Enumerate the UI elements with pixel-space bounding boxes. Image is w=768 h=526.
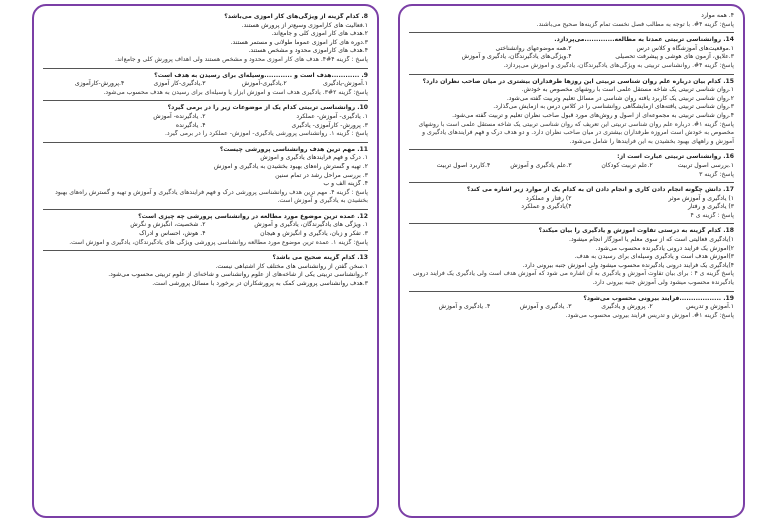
question-line: ۲.روان شناسی تربیتی یک کاربرد یافته روان شناسی در مسائل تعلیم وتربیت گفته می‌شود. [506,94,734,102]
divider [43,250,368,251]
question-8 [43,13,368,65]
options-grid [409,195,734,212]
answer-line: پاسخ: گزینه ۱#. درباره علم روان شناسی تربیتی این تعریف که روان شناسی تربیتی یک شاخه مستقل علمی است با روشهای مخصوص به خودش است امروزه طرفداران بیشتری در میان صاحب نظران دارد. و دو هدف درک و فهم فرایندهای یادگیری و آموزش و راههای بهبود بخشیدن به این فرایندها را شامل می‌شود. [418,120,734,145]
option: ۲. شخصیت، انگیزش و نگرش [130,221,206,229]
options-row [409,303,734,312]
question-title: 8. کدام گزینه از ویژگی‌های کار آموزی می‌باشد؟ [224,13,368,20]
question-title: 19. ..................فرایند بیرونی محسوب می‌شود؟ [583,294,734,302]
answer-line: پاسخ: گزینه ۴#. روانشناسی تربیتی به ویژگی‌های یادگیرندگان، یادگیری و آموزش می‌پردازد. [503,61,734,69]
option: ۳. یادگیری و آموزش [519,303,572,311]
option: ۳.علم یادگیری و آموزش [510,161,572,169]
divider [409,182,734,183]
answer-line: پاسخ: گزینه ۲#۳. یادگیری هدف است و آموزش ابزار یا وسیله‌ای برای رسیدن به هدف محسوب می‌شود. [103,88,368,96]
question-title: 14. روانشناسی تربیتی عمدتاً به مطالعه.............می‌پردازد. [554,36,734,44]
question-title: 12. عمده ترین موضوع مورد مطالعه در روانشناسی پرورشی چه چیزی است؟ [138,212,368,220]
answer-line: پاسخ : گزینه ی ۴ [690,211,734,219]
question-14 [409,36,734,70]
answer-line: پاسخ : گزینه ۴#۴. هدف های کار آموزی محدود و مشخص هستند ولی اهداف پرورش کلی و جامع‌اند. [115,55,368,63]
question-16 [409,153,734,179]
divider [43,142,368,143]
option: ۲.یادگیری-آموزش [241,80,287,88]
question-title: 10. روانشناسی تربیتی کدام یک از موضوعات زیر را در برمی گیرد؟ [167,104,368,112]
question-title: 16. روانشناسی تربیتی عبارت است از: [617,153,734,161]
question-13-continued [409,12,734,29]
divider [43,68,368,69]
question-line: ۲. تهیه و گسترش راه‌های بهبود بخشیدن به یادگیری و آموزش [213,162,368,170]
option: ۳.یادگیری-کار آموزی [153,80,206,88]
question-9 [43,72,368,98]
answer-line: پاسخ : گزینه ۴. مهم ترین هدف روانشناسی پرورشی درک و فهم فرایندهای یادگیری و آموزش و تهیه و گسترش راه‌های بهبود بخشیدن به یادگیری و آموزش است. [55,188,368,205]
question-line: ۴. گزینه الف و ب [323,180,368,188]
question-line: ۳.روان شناسی تربیتی یافته‌های آزمایشگاهی روانشناسی را در کلاس درس به آزمایش می‌گذارد. [493,103,734,111]
answer-line: پاسخ: گزینه ۱. عمده ترین موضوع مورد مطالعه روانشناسی پرورشی ویژگی های یادگیرندگان، یادگیری و آموزش است. [69,238,368,246]
answer-line: پاسخ: گزینه ۳ [699,170,734,178]
question-line: ۳)آموزش هدف است و یادگیری وسیله‌ای برای رسیدن به هدف. [574,253,734,261]
question-10 [43,104,368,138]
question-12 [43,213,368,247]
option: ۲. یادگیرنده- آموزش [153,112,206,120]
option: ۴. هوش، احساس و ادراک [139,230,206,238]
answer-line: پاسخ: گزینه ۴#. با توجه به مطالب فصل نخست تمام گزینه‌ها صحیح می‌باشند. [536,20,734,28]
divider [409,74,734,75]
question-title: 15. کدام بیان درباره علم روان شناسی تربیتی این روزها طرفداران بیشتری در میان صاحب نظران دارد؟ [422,77,734,85]
question-line: ۴)یادگیری یک فرایند درونی یادگیرنده محسوب میشود ولی آموزش جنبه بیرونی دارد. [522,261,734,269]
question-title: 11. مهم ترین هدف روانشناسی پرورشی چیست؟ [219,145,368,153]
option: ۱) یادگیری و آموزش موثر [668,194,734,202]
divider [409,149,734,150]
option: ۱.آموزش و تدریس [686,303,734,311]
options-row [409,162,734,171]
question-line: ۴. همه موارد [701,12,734,19]
divider [43,100,368,101]
options-grid [409,45,734,62]
option: ۱. ویژگی های یادگیرندگان، یادگیری و آموزش [254,221,368,229]
option: ۱.آموزش-یادگیری [322,80,368,88]
divider [43,209,368,210]
question-11 [43,146,368,206]
question-line: ۳.هدف روانشناسی پرورشی کمک به پرورشکاران در برخورد با مسائل پرورشی است. [152,280,368,288]
right-page [398,4,745,518]
option: ۲.همه موضوعهای روانشناختی [495,44,572,52]
option: ۲) رفتار و عملکرد [525,194,572,202]
divider [409,291,734,292]
option: ۳. تفکر و زبان، یادگیری و انگیزش و هیجان [260,230,368,238]
question-15 [409,78,734,147]
question-line: ۲.روانشناسی تربیتی یکی از شاخه‌های از علوم روانشناسی و شاخه‌ای از علوم تربیتی محسوب می‌شود. [108,271,368,279]
option: ۴. یادگیری و آموزش [438,303,491,311]
question-line: ۱.سخن گفتن از روانشناسی های مختلف کار اشتباهی نیست. [215,262,368,270]
question-title: 13. کدام گزینه صحیح می باشد؟ [272,254,368,262]
option: ۳. پرورش- کارآموزی- یادگیری [291,121,368,129]
option: ۴.پرورش-کارآموزی [74,80,125,88]
question-18 [409,227,734,287]
option: ۴. یادگیرنده [175,121,206,129]
question-13 [43,254,368,288]
option: ۱.بررسی اصول تربیت [677,161,734,169]
left-page [32,4,379,518]
option: ۳) یادگیری و رفتار [687,203,734,211]
option: ۲.علم تربیت کودکان [601,161,653,169]
question-line: ۱. درک و فهم فرایندهای یادگیری و آموزش [260,154,368,162]
divider [409,223,734,224]
question-line: ۱)یادگیری فعالیتی است که از سوی معلم یا آموزگار انجام میشود. [569,236,734,244]
answer-line: پاسخ گزینه ی ۴ : برای بیان تفاوت آموزش و یادگیری به آن اشاره می شود که آموزش هدف است ولی یادگیری یک فرایند درونی یادگیرنده محسوب میشود ولی آموزش جنبه بیرونی دارد. [412,270,734,287]
option: ۱.موقعیت‌های آموزشگاه و کلاس درس [636,44,734,52]
option: ۴)یادگیری و عملکرد [521,203,572,211]
question-line: ۳.دوره های کار آموزی عموماً طولانی و مستمر هستند. [230,38,368,46]
options-grid [43,113,368,130]
question-title: 9. ............هدف است و ............وسیله‌ای برای رسیدن به هدف است؟ [154,71,368,79]
question-title: 18. کدام گزینه به درستی تفاوت آموزش و یادگیری را بیان میکند؟ [538,227,734,235]
answer-line: پاسخ : گزینه ۱. روانشناسی پرورشی یادگیری- آموزش- عملکرد را در برمی گیرد. [165,130,368,138]
option: ۳.علایق، آزمون های هوشی و پیشرفت تحصیلی [615,53,734,61]
answer-line: پاسخ: گزینه ۱#. آموزش و تدریس فرایند بیرونی محسوب می‌شود. [565,311,734,319]
option: ۴.ویژگی‌های یادگیرندگان، یادگیری و آموزش [461,53,572,61]
question-line: ۳. بررسی مراحل رشد در تمام سنین [275,171,368,179]
option: ۲. پرورش و یادگیری [601,303,653,311]
option: ۱. یادگیری- آموزش- عملکرد [296,112,368,120]
option: ۴.کاربرد اصول تربیت [436,161,491,169]
question-17 [409,186,734,220]
question-title: 17. دانش چگونه انجام دادن کاری و انجام دادن آن به کدام یک از موارد زیر اشاره می کند؟ [466,186,734,194]
question-line: ۲)آموزش یک فرایند درونی یادگیرنده محسوب می‌شود. [595,244,734,252]
options-row [43,80,368,89]
divider [409,32,734,33]
question-line: ۱.روان شناسی تربیتی یک شاخه مستقل علمی است با روشهای مخصوص به خودش. [521,86,734,94]
question-line: ۴.هدف های کارآموزی محدود و مشخص هستند. [248,47,368,55]
question-line: ۱.فعالیت های کارآموزی وسیع‌تر از پرورش هستند. [241,21,368,29]
question-line: ۲.هدف های کار آموزی کلی و جامع‌اند. [271,30,368,38]
question-19 [409,295,734,321]
options-grid [43,221,368,238]
question-line: ۴.روان شناسی تربیتی به مجموعه‌ای از اصول و روش‌های مورد قبول صاحب نظران تعلیم و تربیت گفته می‌شود. [452,111,734,119]
